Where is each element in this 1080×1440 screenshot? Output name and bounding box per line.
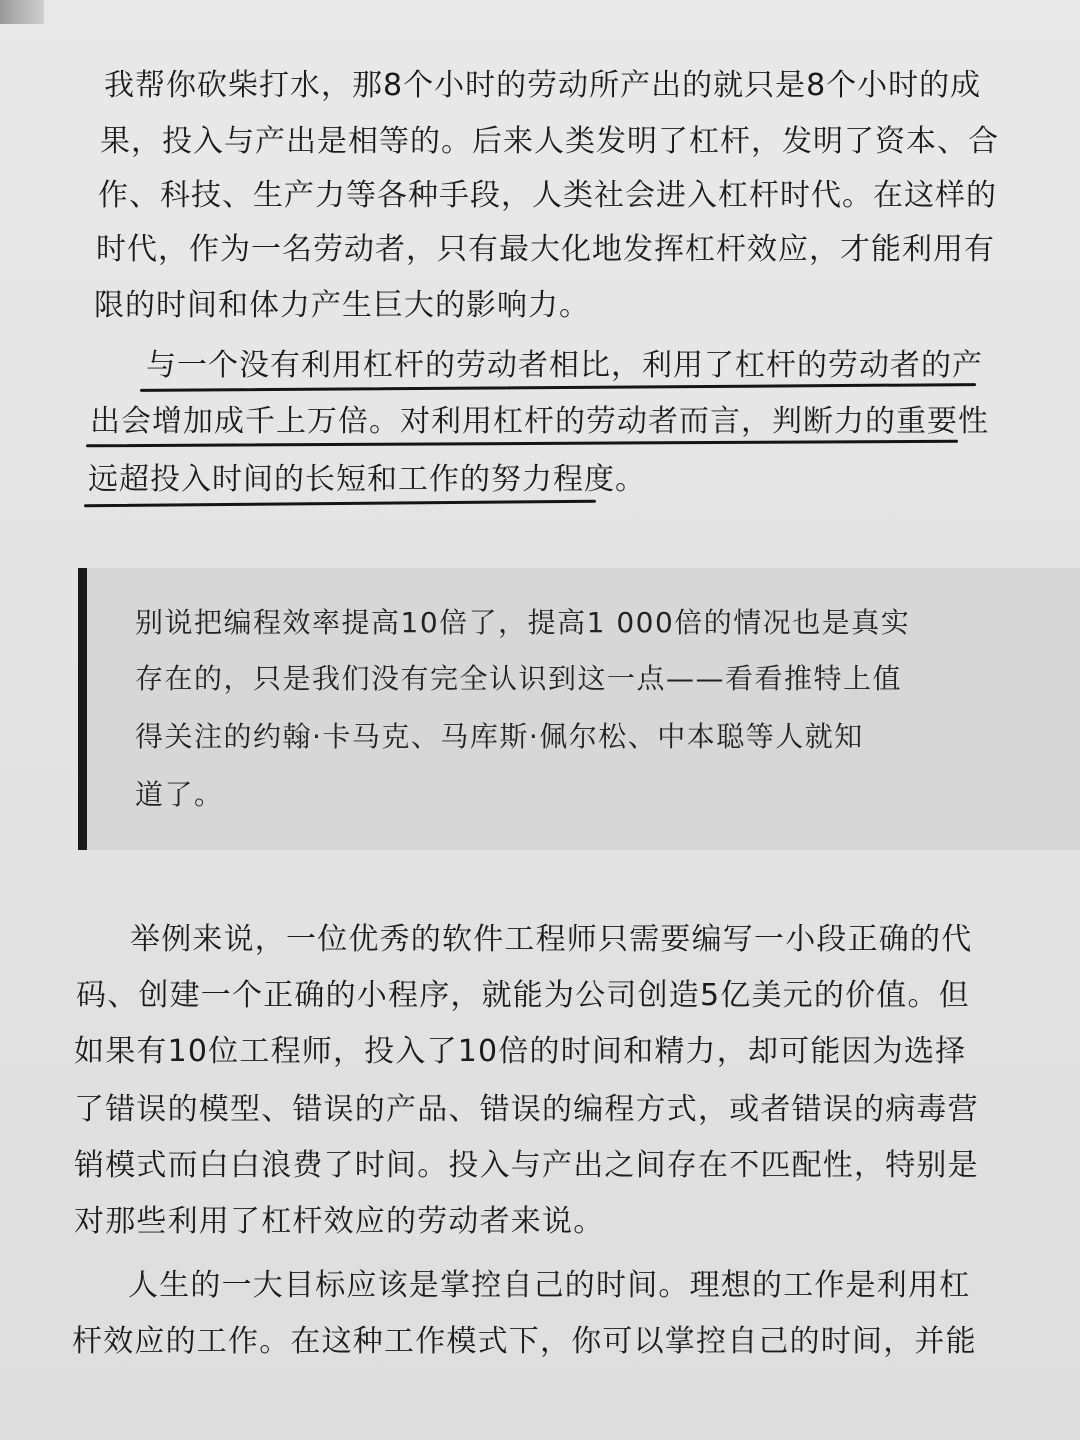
text-line: 与一个没有利用杠杆的劳动者相比，利用了杠杆的劳动者的产 (146, 348, 983, 383)
text-line: 时代，作为一名劳动者，只有最大化地发挥杠杆效应，才能利用有 (96, 232, 995, 267)
text-line: 我帮你砍柴打水，那8个小时的劳动所产出的就只是8个小时的成 (104, 68, 982, 103)
text-line: 了错误的模型、错误的产品、错误的编程方式，或者错误的病毒营 (74, 1092, 979, 1127)
text-line: 码、创建一个正确的小程序，就能为公司创造5亿美元的价值。但 (76, 978, 970, 1013)
text-line: 限的时间和体力产生巨大的影响力。 (94, 288, 590, 323)
quote-bar (78, 568, 87, 850)
text-line: 销模式而白白浪费了时间。投入与产出之间存在不匹配性，特别是 (74, 1148, 979, 1183)
text-line: 人生的一大目标应该是掌控自己的时间。理想的工作是利用杠 (128, 1268, 971, 1303)
text-line: 作、科技、生产力等各种手段，人类社会进入杠杆时代。在这样的 (98, 178, 997, 213)
quote-line: 道了。 (135, 778, 224, 811)
text-line: 远超投入时间的长短和工作的努力程度。 (88, 462, 646, 497)
pen-underline (84, 500, 596, 507)
text-line: 对那些利用了杠杆效应的劳动者来说。 (74, 1204, 605, 1239)
text-line: 出会增加成千上万倍。对利用杠杆的劳动者而言，判断力的重要性 (90, 404, 989, 439)
text-line: 举例来说，一位优秀的软件工程师只需要编写一小段正确的代 (130, 922, 973, 957)
book-spine-shadow (0, 0, 44, 24)
quote-line: 得关注的约翰·卡马克、马库斯·佩尔松、中本聪等人就知 (135, 720, 864, 753)
quote-line: 别说把编程效率提高10倍了，提高1 000倍的情况也是真实 (135, 606, 911, 639)
text-line: 如果有10位工程师，投入了10倍的时间和精力，却可能因为选择 (74, 1034, 967, 1069)
text-line: 果，投入与产出是相等的。后来人类发明了杠杆，发明了资本、合 (100, 124, 999, 159)
text-line: 杆效应的工作。在这种工作模式下，你可以掌控自己的时间，并能 (72, 1324, 977, 1359)
quote-line: 存在的，只是我们没有完全认识到这一点——看看推特上值 (135, 662, 903, 695)
